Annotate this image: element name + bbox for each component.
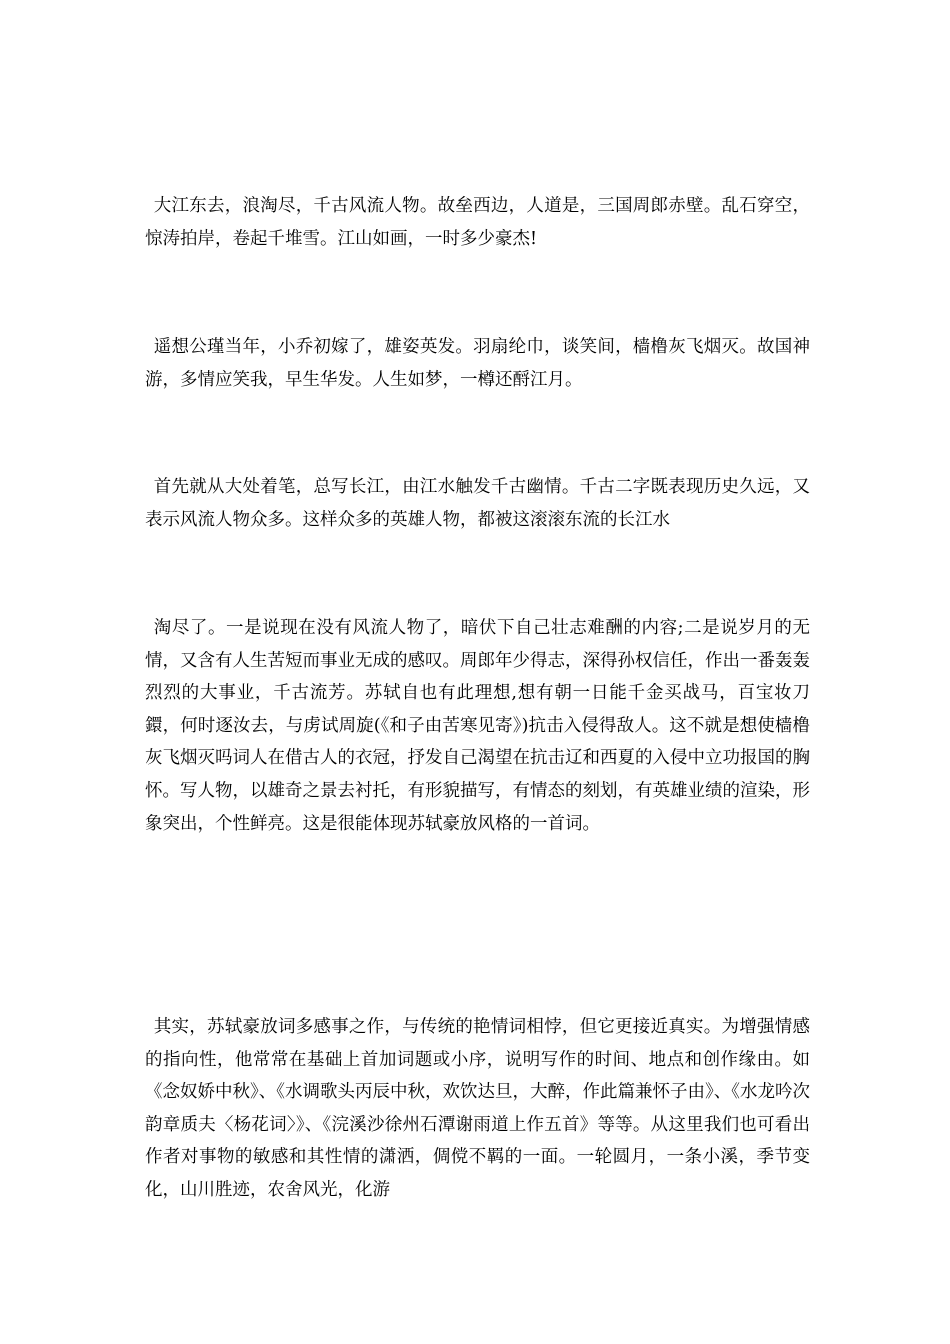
paragraph-poem-part-1: 大江东去，浪淘尽，千古风流人物。故垒西边，人道是，三国周郎赤壁。乱石穿空，惊涛拍岸，卷起千堆雪。江山如画，一时多少豪杰! <box>145 196 810 249</box>
paragraph-analysis-3: 其实，苏轼豪放词多感事之作，与传统的艳情词相悖，但它更接近真实。为增强情感的指向性，他常常在基础上首加词题或小序，说明写作的时间、地点和创作缘由。如《念奴娇中秋》、《水调歌头丙辰中秋，欢饮达旦，大醉，作此篇兼怀子由》、《水龙吟次韵章质夫〈杨花词〉》、《浣溪沙徐州石潭谢雨道上作五首》等等。从这里我们也可看出作者对事物的敏感和其性情的潇洒，倜傥不羁的一面。一轮圆月，一条小溪，季节变化，山川胜迹，农舍风光，化游 <box>145 1017 810 1200</box>
paragraph-analysis-2: 淘尽了。一是说现在没有风流人物了，暗伏下自己壮志难酬的内容;二是说岁月的无情，又含有人生苦短而事业无成的感叹。周郎年少得志，深得孙权信任，作出一番轰轰烈烈的大事业，千古流芳。苏轼自也有此理想,想有朝一日能千金买战马，百宝妆刀鐶，何时逐汝去，与虏试周旋(《和子由苦寒见寄》)抗击入侵得敌人。这不就是想使樯橹灰飞烟灭吗词人在借古人的衣冠，抒发自己渴望在抗击辽和西夏的入侵中立功报国的胸怀。写人物，以雄奇之景去衬托，有形貌描写，有情态的刻划，有英雄业绩的渲染，形象突出，个性鲜亮。这是很能体现苏轼豪放风格的一首词。 <box>145 618 810 834</box>
paragraph-analysis-1: 首先就从大处着笔，总写长江，由江水触发千古幽情。千古二字既表现历史久远，又表示风流人物众多。这样众多的英雄人物，都被这滚滚东流的长江水 <box>145 477 810 530</box>
paragraph-poem-part-2: 遥想公瑾当年，小乔初嫁了，雄姿英发。羽扇纶巾，谈笑间，樯橹灰飞烟灭。故国神游，多情应笑我，早生华发。人生如梦，一樽还酹江月。 <box>145 337 810 390</box>
